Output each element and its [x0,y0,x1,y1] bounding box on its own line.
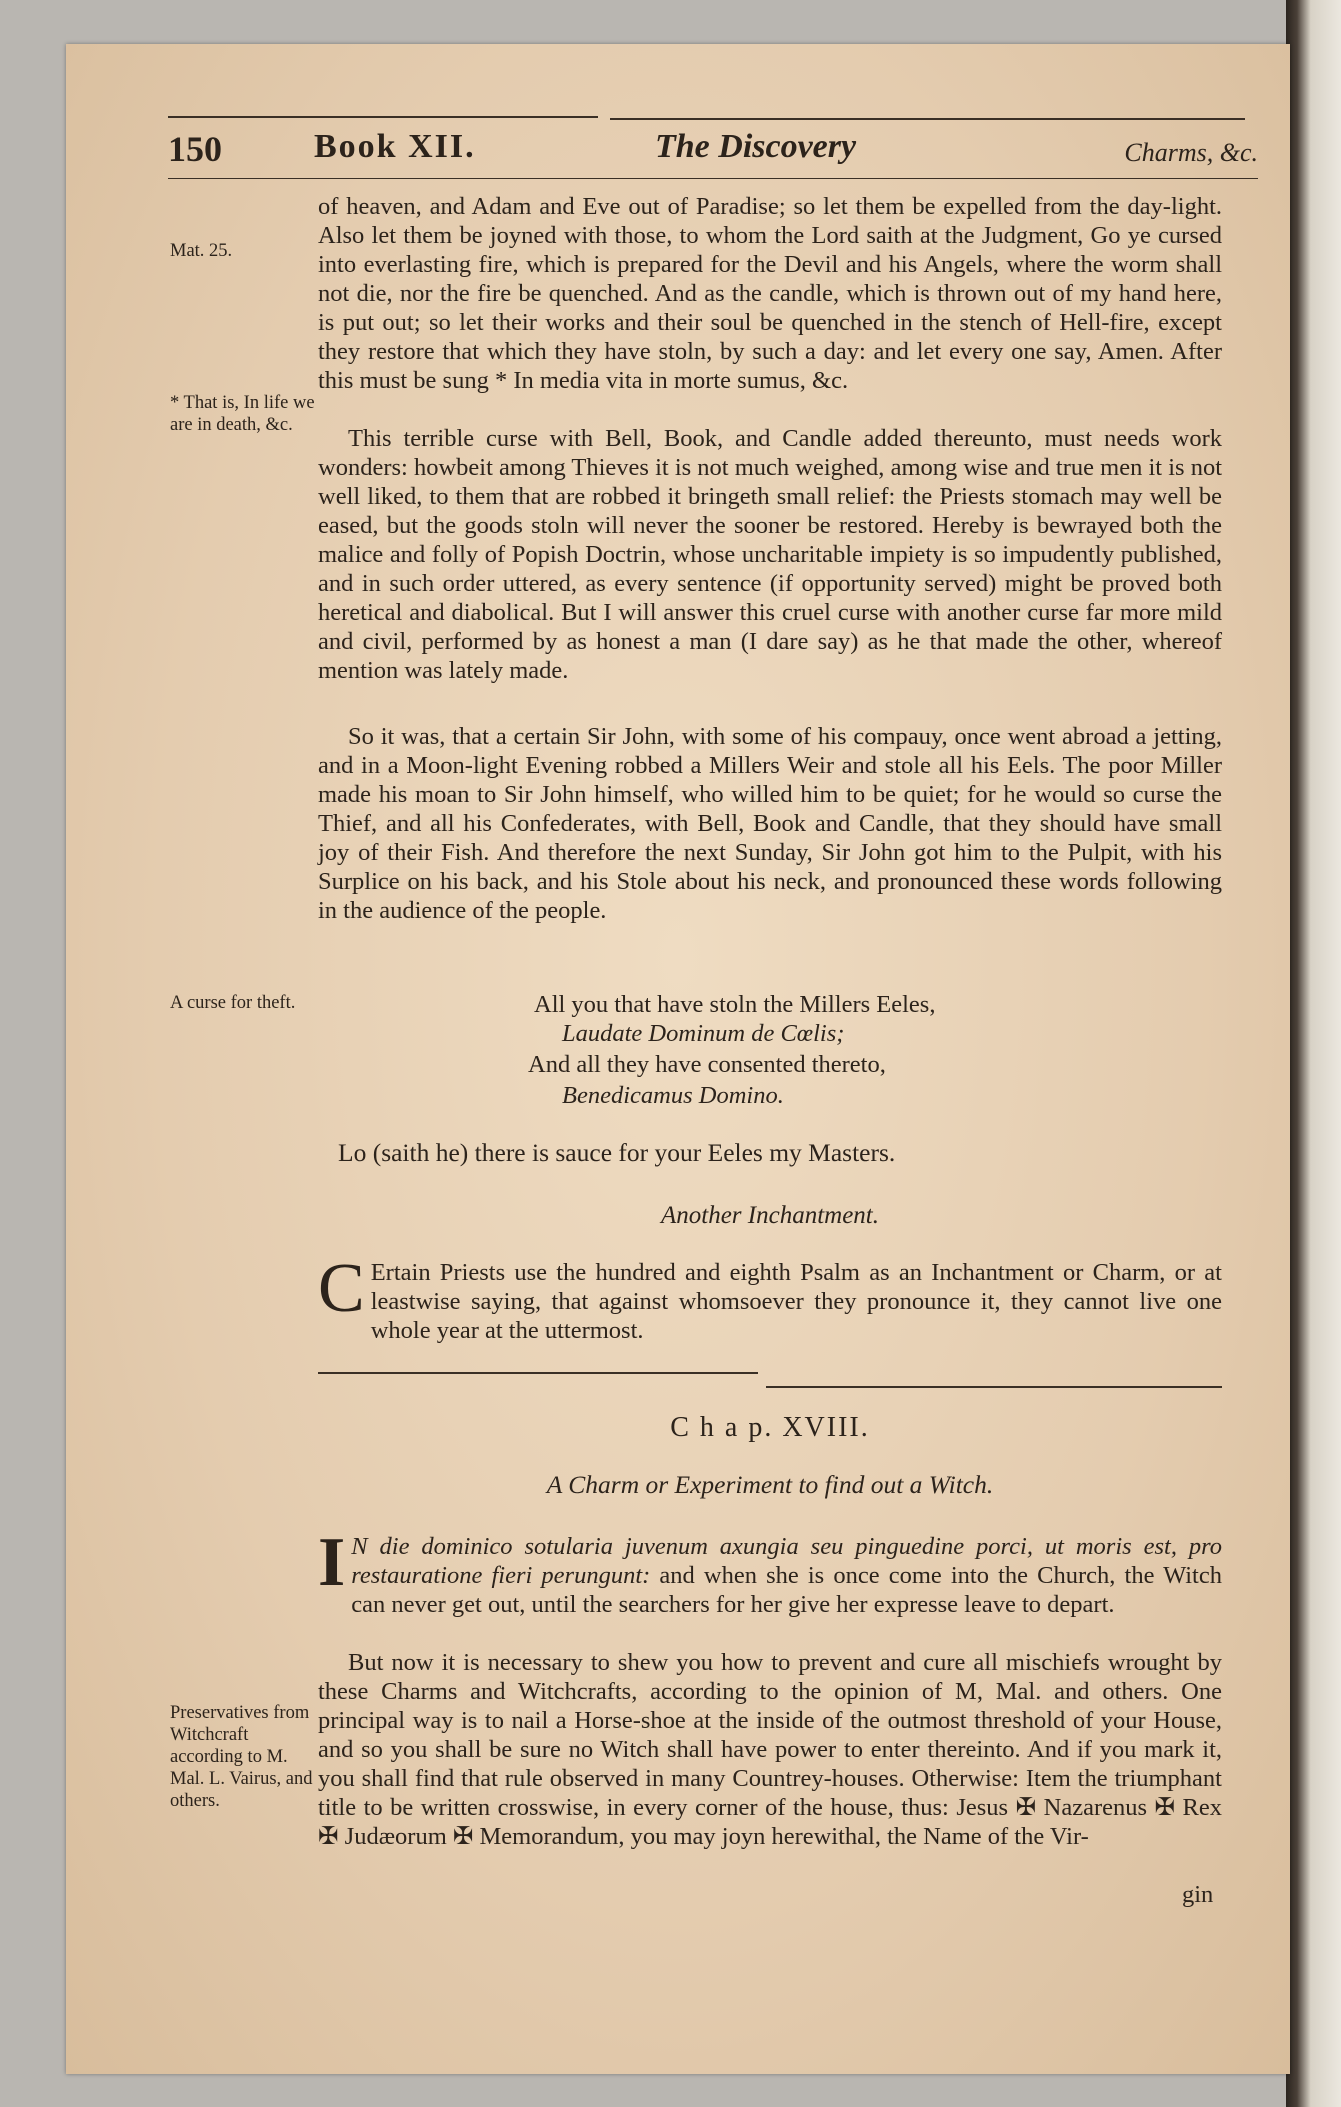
paragraph-4 [318,1250,1222,1345]
lo-line [338,1138,1218,1167]
header-rule-right [610,118,1245,120]
verse-line-4: Benedicamus Domino. [562,1082,784,1109]
paragraph-2-text: This terrible curse with Bell, Book, and Candle added thereunto, must needs work wonders: howbeit among Thieves it is not much weighed, among wise and true men it is not well liked, to them that are robbed it bringeth small relief: the Priests stomach may well be eased, but the goods stoln will never the sooner be restored. Hereby is bewrayed both the malice and folly of Popish Doctrin, whose uncharitable impiety is so impudently published, and in such order uttered, as every sentence (if opportunity served) might be proved both heretical and diabolical. But I will answer this cruel curse with another curse far more mild and civil, performed by as honest a man (I dare say) as he that made the other, whereof mention was lately made. [318,425,1222,684]
paragraph-5-text: and when she is once come into the Church, the Witch can never get out, until the searchers for her give her expresse leave to depart. [351,1562,1222,1618]
margin-note-that-is: * That is, In life we are in death, &c. [170,393,315,435]
heading-charm-find-witch: A Charm or Experiment to find out a Witch. [546,1470,994,1499]
paragraph-3-text: So it was, that a certain Sir John, with some of his compauy, once went abroad a jetting, and in a Moon-light Evening robbed a Millers Weir and stole all his Eels. The poor Miller made his moan to Sir John himself, who willed him to be quiet; for he would so curse the Thief, and all his Confederates, with Bell, Book and Candle, that they should have small joy of their Fish. And therefore the next Sunday, Sir John got him to the Pulpit, with his Surplice on his back, and his Stole about his neck, and pronounced these words following in the audience of the people. [318,723,1222,924]
book-label: Book XII. [314,128,476,165]
paragraph-1-text: of heaven, and Adam and Eve out of Paradise; so let them be expelled from the day-light. Also let them be joyned with those, to whom the Lord saith at the Judgment, Go ye cursed into everlasting fire, which is prepared for the Devil and his Angels, where the worm shall not die, nor the fire be quenched. And as the candle, which is thrown out of my hand here, is put out; so let their works and their soul be quenched in the stench of Hell-fire, except they restore that which they have stoln, by such a day: and let every one say, Amen. After this must be sung * In media vita in morte sumus, &c. [318,193,1222,394]
section-rule-left [318,1372,758,1374]
verse-line-2: Laudate Dominum de Cœlis; [562,1020,845,1047]
heading-another-inchantment: Another Inchantment. [660,1202,879,1229]
header-rule-bottom [168,178,1258,179]
margin-note-preservatives: Preservatives from Witchcraft according to M. Mal. L. Vairus, and others. [170,1703,313,1811]
drop-cap-i: I [318,1524,346,1601]
page-number: 150 [168,129,222,169]
section-rule-right [766,1386,1222,1388]
page-edge [1286,0,1341,2107]
paragraph-6-text: But now it is necessary to shew you how to prevent and cure all mischiefs wrought by these Charms and Witchcrafts, according to the opinion of M, Mal. and others. One principal way is to nail a Horse-shoe at the inside of the outmost threshold of your House, and so you shall be sure no Witch shall have power to enter thereinto. And if you mark it, you shall find that rule observed in many Countrey-houses. Otherwise: Item the triumphant title to be written crosswise, in every corner of the house, thus: Jesus ✠ Nazarenus ✠ Rex ✠ Judæorum ✠ Memorandum, you may joyn herewithal, the Name of the Vir- [318,1649,1222,1850]
verse-line-3: And all they have consented thereto, [528,1051,886,1078]
drop-cap-c: C [318,1250,365,1327]
running-title: The Discovery [655,128,857,165]
paragraph-5-latin: N die dominico sotularia juvenum axungia seu pinguedine porci, ut moris est, pro restauratione fieri perungunt: [351,1533,1222,1589]
paragraph-5 [318,1524,1222,1619]
chapter-heading: C h a p. XVIII. [670,1412,870,1443]
running-header [168,128,1258,178]
margin-note-curse-theft: A curse for theft. [170,993,296,1013]
paragraph-4-text: Ertain Priests use the hundred and eighth Psalm as an Inchantment or Charm, or at leastwise saying, that against whomsoever they pronounce it, they cannot live one whole year at the uttermost. [370,1259,1222,1344]
paragraph-3 [318,722,1222,925]
paragraph-2 [318,424,1222,685]
verse-line-1: All you that have stoln the Millers Eeles, [534,991,936,1018]
paragraph-1 [318,192,1222,395]
catchword: gin [1182,1881,1214,1908]
running-subject: Charms, &c. [1124,138,1258,167]
lo-line-text: Lo (saith he) there is sauce for your Eeles my Masters. [338,1138,896,1167]
paragraph-6 [318,1648,1222,1851]
margin-note-matthew: Mat. 25. [170,241,233,261]
header-rule-left [168,116,598,118]
